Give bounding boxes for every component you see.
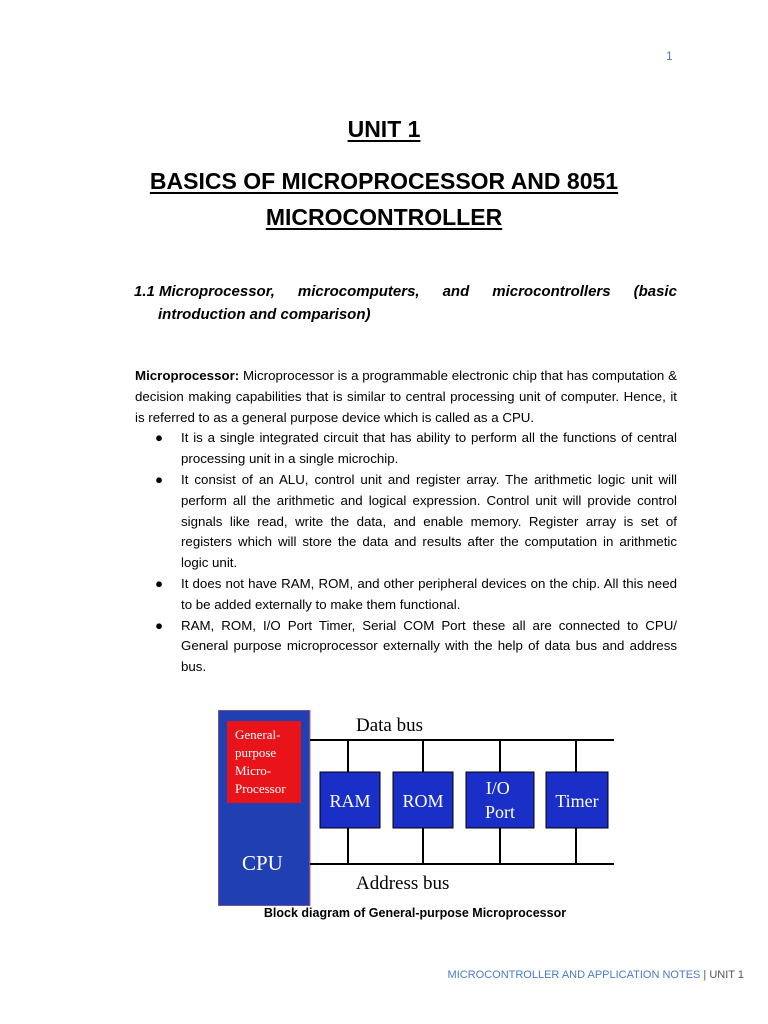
section-heading-line-2: introduction and comparison) bbox=[158, 306, 371, 323]
bullet-text: It is a single integrated circuit that has ability to perform all the functions of central processing unit in a single microchip. bbox=[181, 430, 677, 467]
unit-title: UNIT 1 bbox=[347, 116, 421, 142]
gp-label-line: Micro- bbox=[235, 763, 272, 778]
body-text bbox=[135, 366, 677, 678]
bullet-text: It does not have RAM, ROM, and other peripheral devices on the chip. All this need to be added externally to make them functional. bbox=[181, 575, 677, 612]
io-port-label-line: Port bbox=[484, 802, 516, 822]
list-item bbox=[135, 574, 677, 616]
heading-word: and bbox=[442, 283, 470, 300]
heading-word: microcontrollers bbox=[492, 283, 611, 300]
list-item bbox=[135, 428, 677, 470]
footer-notes: MICROCONTROLLER AND APPLICATION NOTES bbox=[447, 969, 701, 981]
cpu-label: CPU bbox=[242, 851, 283, 875]
page-footer bbox=[448, 969, 744, 981]
timer-label: Timer bbox=[555, 791, 599, 811]
intro-text: Microprocessor is a programmable electronic chip that has computation & decision making capabilities that is similar to central processing unit of computer. Hence, it is referred to as a general purpose device which is called as a CPU. bbox=[135, 368, 677, 425]
rom-label: ROM bbox=[402, 791, 444, 811]
section-heading bbox=[134, 280, 677, 326]
gp-label-line: Processor bbox=[235, 781, 286, 796]
figure-caption: Block diagram of General-purpose Microprocessor bbox=[263, 906, 567, 920]
bullet-icon: ● bbox=[155, 617, 164, 633]
heading-word: microcomputers, bbox=[297, 283, 420, 300]
section-heading-line-1 bbox=[134, 280, 677, 303]
list-item bbox=[135, 616, 677, 678]
io-port-label-line: I/O bbox=[485, 778, 510, 798]
address-bus-label: Address bus bbox=[356, 873, 450, 894]
main-title-line-2: MICROCONTROLLER bbox=[265, 204, 503, 230]
bullet-icon: ● bbox=[155, 471, 164, 487]
gp-label-line: General- bbox=[235, 727, 281, 742]
footer-separator: | bbox=[700, 969, 710, 981]
bullet-icon: ● bbox=[155, 575, 164, 591]
bullet-text: RAM, ROM, I/O Port Timer, Serial COM Port these all are connected to CPU/ General purpose microprocessor externally with the help of data bus and address bus. bbox=[181, 617, 677, 675]
intro-label: Microprocessor: bbox=[135, 368, 240, 383]
main-title bbox=[0, 163, 768, 235]
data-bus-label: Data bus bbox=[356, 715, 424, 736]
bullet-text: It consist of an ALU, control unit and register array. The arithmetic logic unit will perform all the arithmetic and logical expression. Control unit will provide control signals like read, write the data, and enable memory. Register array is set of registers which will store the data and results after the computation in arithmetic logic unit. bbox=[181, 471, 677, 571]
main-title-line-1: BASICS OF MICROPROCESSOR AND 8051 bbox=[149, 168, 619, 194]
intro-paragraph bbox=[135, 366, 677, 428]
footer-unit: UNIT 1 bbox=[709, 969, 744, 981]
ram-label: RAM bbox=[329, 791, 371, 811]
heading-word: (basic bbox=[633, 283, 677, 300]
bullet-icon: ● bbox=[155, 430, 164, 446]
bullet-list bbox=[135, 428, 677, 678]
heading-word: 1.1 Microprocessor, bbox=[134, 283, 275, 300]
block-diagram bbox=[218, 710, 616, 906]
gp-label-line: purpose bbox=[235, 745, 277, 760]
page-number: 1 bbox=[666, 49, 673, 63]
list-item bbox=[135, 470, 677, 574]
